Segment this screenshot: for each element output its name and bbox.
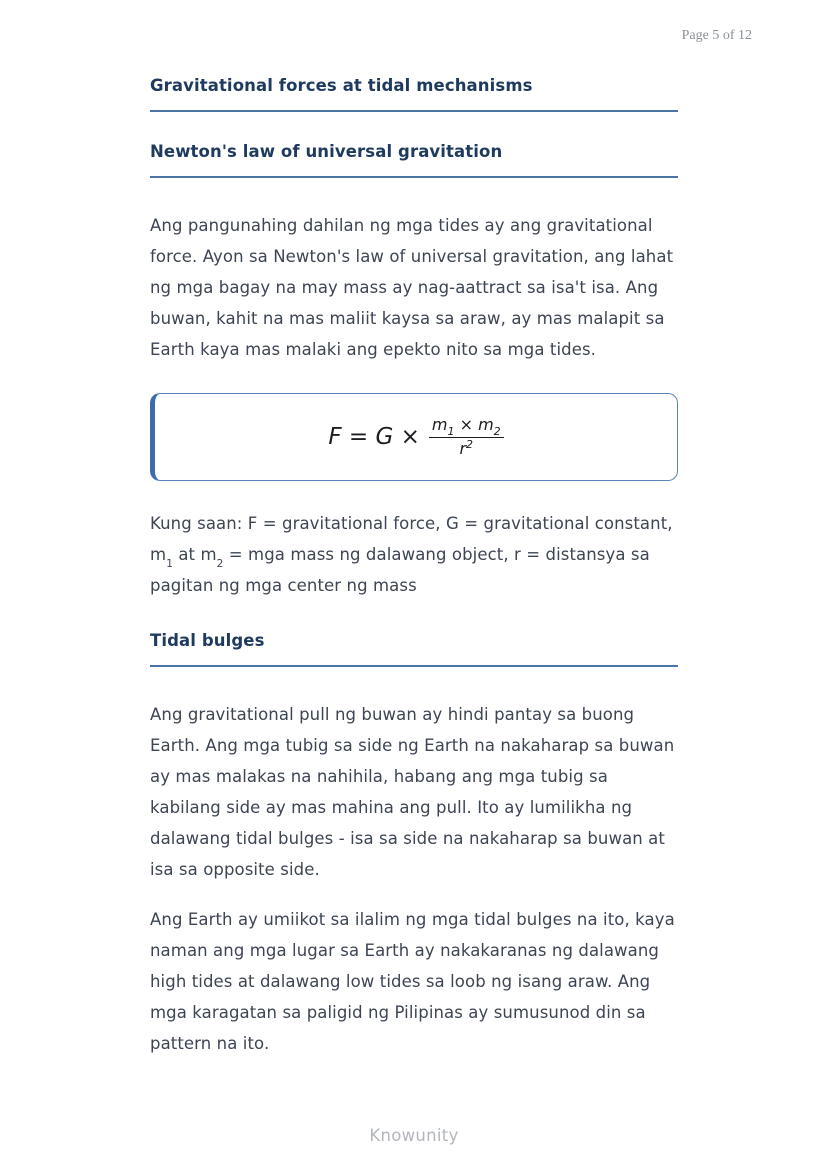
paragraph-where xyxy=(150,508,678,601)
formula-box xyxy=(150,393,678,481)
m2-subscript: 2 xyxy=(493,424,501,438)
paragraph-bulges-1: Ang gravitational pull ng buwan ay hindi pantay sa buong Earth. Ang mga tubig sa side ng Earth na nakaharap sa buwan ay mas malakas na nahihila, habang ang mga tubig sa kabilang side ay mas mahina ang pull. Ito ay lumilikha ng dalawang tidal bulges - isa sa side na nakaharap sa buwan at isa sa opposite side. xyxy=(150,705,675,879)
gravitation-formula xyxy=(328,416,503,459)
formula-fraction xyxy=(429,416,504,459)
formula-lhs: F = G × xyxy=(328,424,420,450)
where-part-1: Kung saan: F = gravitational force, G = gravitational constant, m xyxy=(150,514,673,564)
m2-base: m xyxy=(478,414,494,434)
formula-numerator xyxy=(429,416,504,438)
footer-brand: Knowunity xyxy=(369,1126,459,1145)
where-m2-subscript: 2 xyxy=(216,558,224,570)
where-part-2: at m xyxy=(172,545,217,564)
numerator-times-sign: × xyxy=(459,414,473,434)
paragraph-intro: Ang pangunahing dahilan ng mga tides ay ang gravitational force. Ayon sa Newton's law of universal gravitation, ang lahat ng mga bagay na may mass ay nag-aattract sa isa't isa. Ang buwan, kahit na mas maliit kaysa sa araw, ay mas malapit sa Earth kaya mas malaki ang epekto nito sa mga tides. xyxy=(150,216,674,359)
m1-base: m xyxy=(431,414,448,434)
section-heading-tidal-bulges: Tidal bulges xyxy=(150,631,678,667)
m1-subscript: 1 xyxy=(447,424,455,438)
where-m1-subscript: 1 xyxy=(166,558,173,570)
main-title: Gravitational forces at tidal mechanisms xyxy=(150,76,678,112)
r-base: r xyxy=(459,439,467,458)
formula-denominator xyxy=(459,438,473,458)
section-heading-newton: Newton's law of universal gravitation xyxy=(150,142,678,178)
paragraph-bulges-2: Ang Earth ay umiikot sa ilalim ng mga tidal bulges na ito, kaya naman ang mga lugar sa Earth ay nakakaranas ng dalawang high tides at dalawang low tides sa loob ng isang araw. Ang mga karagatan sa paligid ng Pilipinas ay sumusunod din sa pattern na ito. xyxy=(150,910,675,1053)
r-exponent: 2 xyxy=(466,438,474,451)
where-part-3: = mga mass ng dalawang object, r = distansya sa pagitan ng mga center ng mass xyxy=(150,545,650,595)
page-number: Page 5 of 12 xyxy=(681,28,752,43)
document-content xyxy=(150,76,678,1059)
